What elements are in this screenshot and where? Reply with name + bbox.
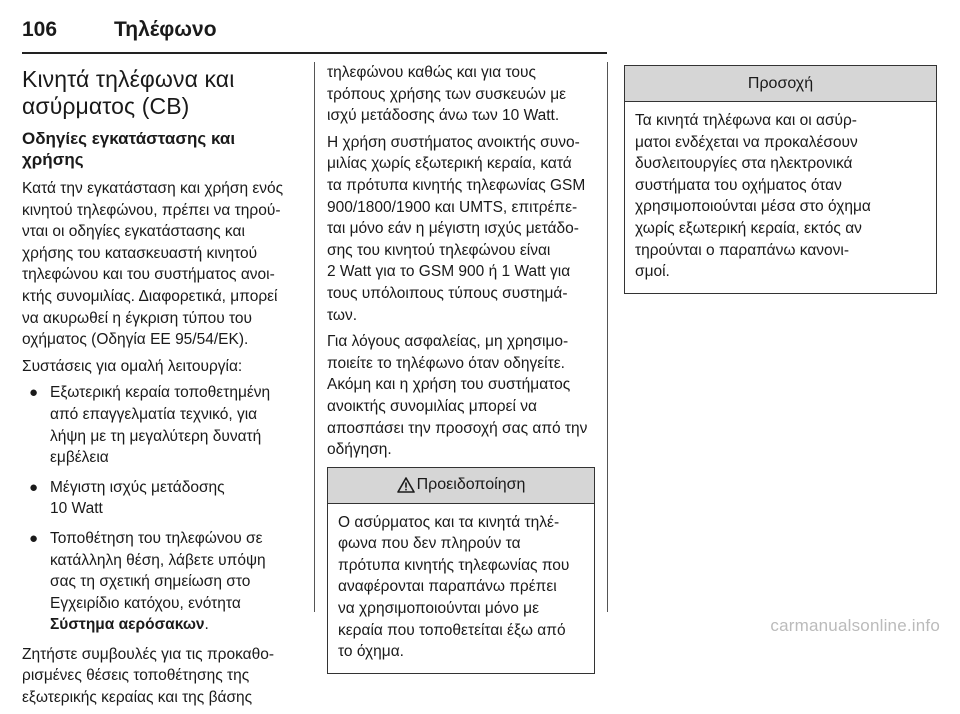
- handsfree-paragraph: Η χρήση συστήματος ανοικτής συνο- μιλίας χωρίς εξωτερική κεραία, κατά τα πρότυπα κινητής τηλεφωνίας GSM 900/1800/1900 και UMTS, επιτρέπε- ται μόνο εάν η μέγιστη ισχύς μετάδο- σης του κινητού τηλεφώνου είναι 2 Watt για το GSM 900 ή 1 Watt για τους υπόλοιπους τύπους συστημά- των.: [327, 133, 586, 324]
- warning-header: [328, 468, 594, 504]
- warning-title: Προειδοποίηση: [416, 476, 526, 494]
- recommendations-list: [22, 382, 304, 636]
- safety-paragraph: Για λόγους ασφαλείας, μη χρησιμο- ποιείτε το τηλέφωνο όταν οδηγείτε. Ακόμη και η χρήση του συστήματος ανοικτής συνομιλίας μπορεί να αποσπάσει την προσοχή σας από την οδήγηση.: [327, 333, 588, 459]
- advice-paragraph: Ζητήστε συμβουλές για τις προκαθο- ρισμένες θέσεις τοποθέτησης της εξωτερικής κεραίας και της βάσης: [22, 645, 275, 707]
- header-rule: [22, 52, 607, 54]
- list-item: ● Τοποθέτηση του τηλεφώνου σε κατάλληλη θέση, λάβετε υπόψη σας τη σχετική σημείωση στο Εγχειρίδιο κατόχου, ενότητα Σύστημα αερόσακων.: [29, 529, 266, 634]
- warning-triangle-icon: [397, 477, 415, 493]
- list-item: ● Εξωτερική κεραία τοποθετημένη από επαγγελματία τεχνικό, για λήψη με τη μεγαλύτερη δυνατή εμβέλεια: [29, 384, 271, 467]
- watermark: carmanualsonline.info: [770, 616, 940, 635]
- continued-paragraph: τηλεφώνου καθώς και για τους τρόπους χρήσης των συσκευών με ισχύ μετάδοσης άνω των 10 Watt.: [327, 64, 567, 125]
- subsection-title: Οδηγίες εγκατάστασης και χρήσης: [22, 129, 236, 169]
- column-3: [624, 65, 937, 294]
- caution-box: [624, 65, 937, 294]
- caution-title: Προσοχή: [747, 74, 814, 92]
- warning-box: [327, 467, 595, 674]
- column-divider: [607, 62, 608, 612]
- column-1: [22, 58, 304, 714]
- page-number: 106: [22, 18, 58, 41]
- column-2: [327, 62, 595, 674]
- installation-paragraph: Κατά την εγκατάσταση και χρήση ενός κινητού τηλεφώνου, πρέπει να τηρού- νται οι οδηγίες εγκατάστασης και χρήσης του κατασκευαστή κινητού τηλεφώνου και του συστήματος ανοι- κτής συνομιλίας. Διαφορετικά, μπορεί να ακυρωθεί η έγκριση τύπου του οχήματος (Οδηγία ΕΕ 95/54/ΕΚ).: [22, 180, 284, 349]
- column-divider: [314, 62, 315, 612]
- caution-header: [625, 66, 936, 102]
- list-item: ● Μέγιστη ισχύς μετάδοσης 10 Watt: [29, 478, 225, 518]
- warning-body: Ο ασύρματος και τα κινητά τηλέ- φωνα που δεν πληρούν τα πρότυπα κινητής τηλεφωνίας που αναφέρονται παραπάνω πρέπει να χρησιμοποιούνται μόνο με κεραία που τοποθετείται έξω από το όχημα.: [338, 513, 570, 661]
- page-title: Τηλέφωνο: [114, 18, 217, 41]
- bullet-icon: ●: [29, 478, 39, 496]
- airbag-section-link[interactable]: Σύστημα αερόσακων: [50, 616, 205, 634]
- caution-body: Τα κινητά τηλέφωνα και οι ασύρ- ματοι ενδέχεται να προκαλέσουν δυσλειτουργίες στα ηλεκτρονικά συστήματα του οχήματος όταν χρησιμοποιούνται μέσα στο όχημα χωρίς εξωτερική κεραία, εκτός αν τηρούνται ο παραπάνω κανονι- σμοί.: [635, 112, 871, 281]
- bullet-icon: ●: [29, 384, 39, 402]
- page-header: [22, 14, 607, 54]
- bullet-icon: ●: [29, 529, 39, 547]
- recommendations-intro: Συστάσεις για ομαλή λειτουργία:: [22, 357, 243, 375]
- section-title: Κινητά τηλέφωνα και ασύρματος (CB): [22, 66, 235, 119]
